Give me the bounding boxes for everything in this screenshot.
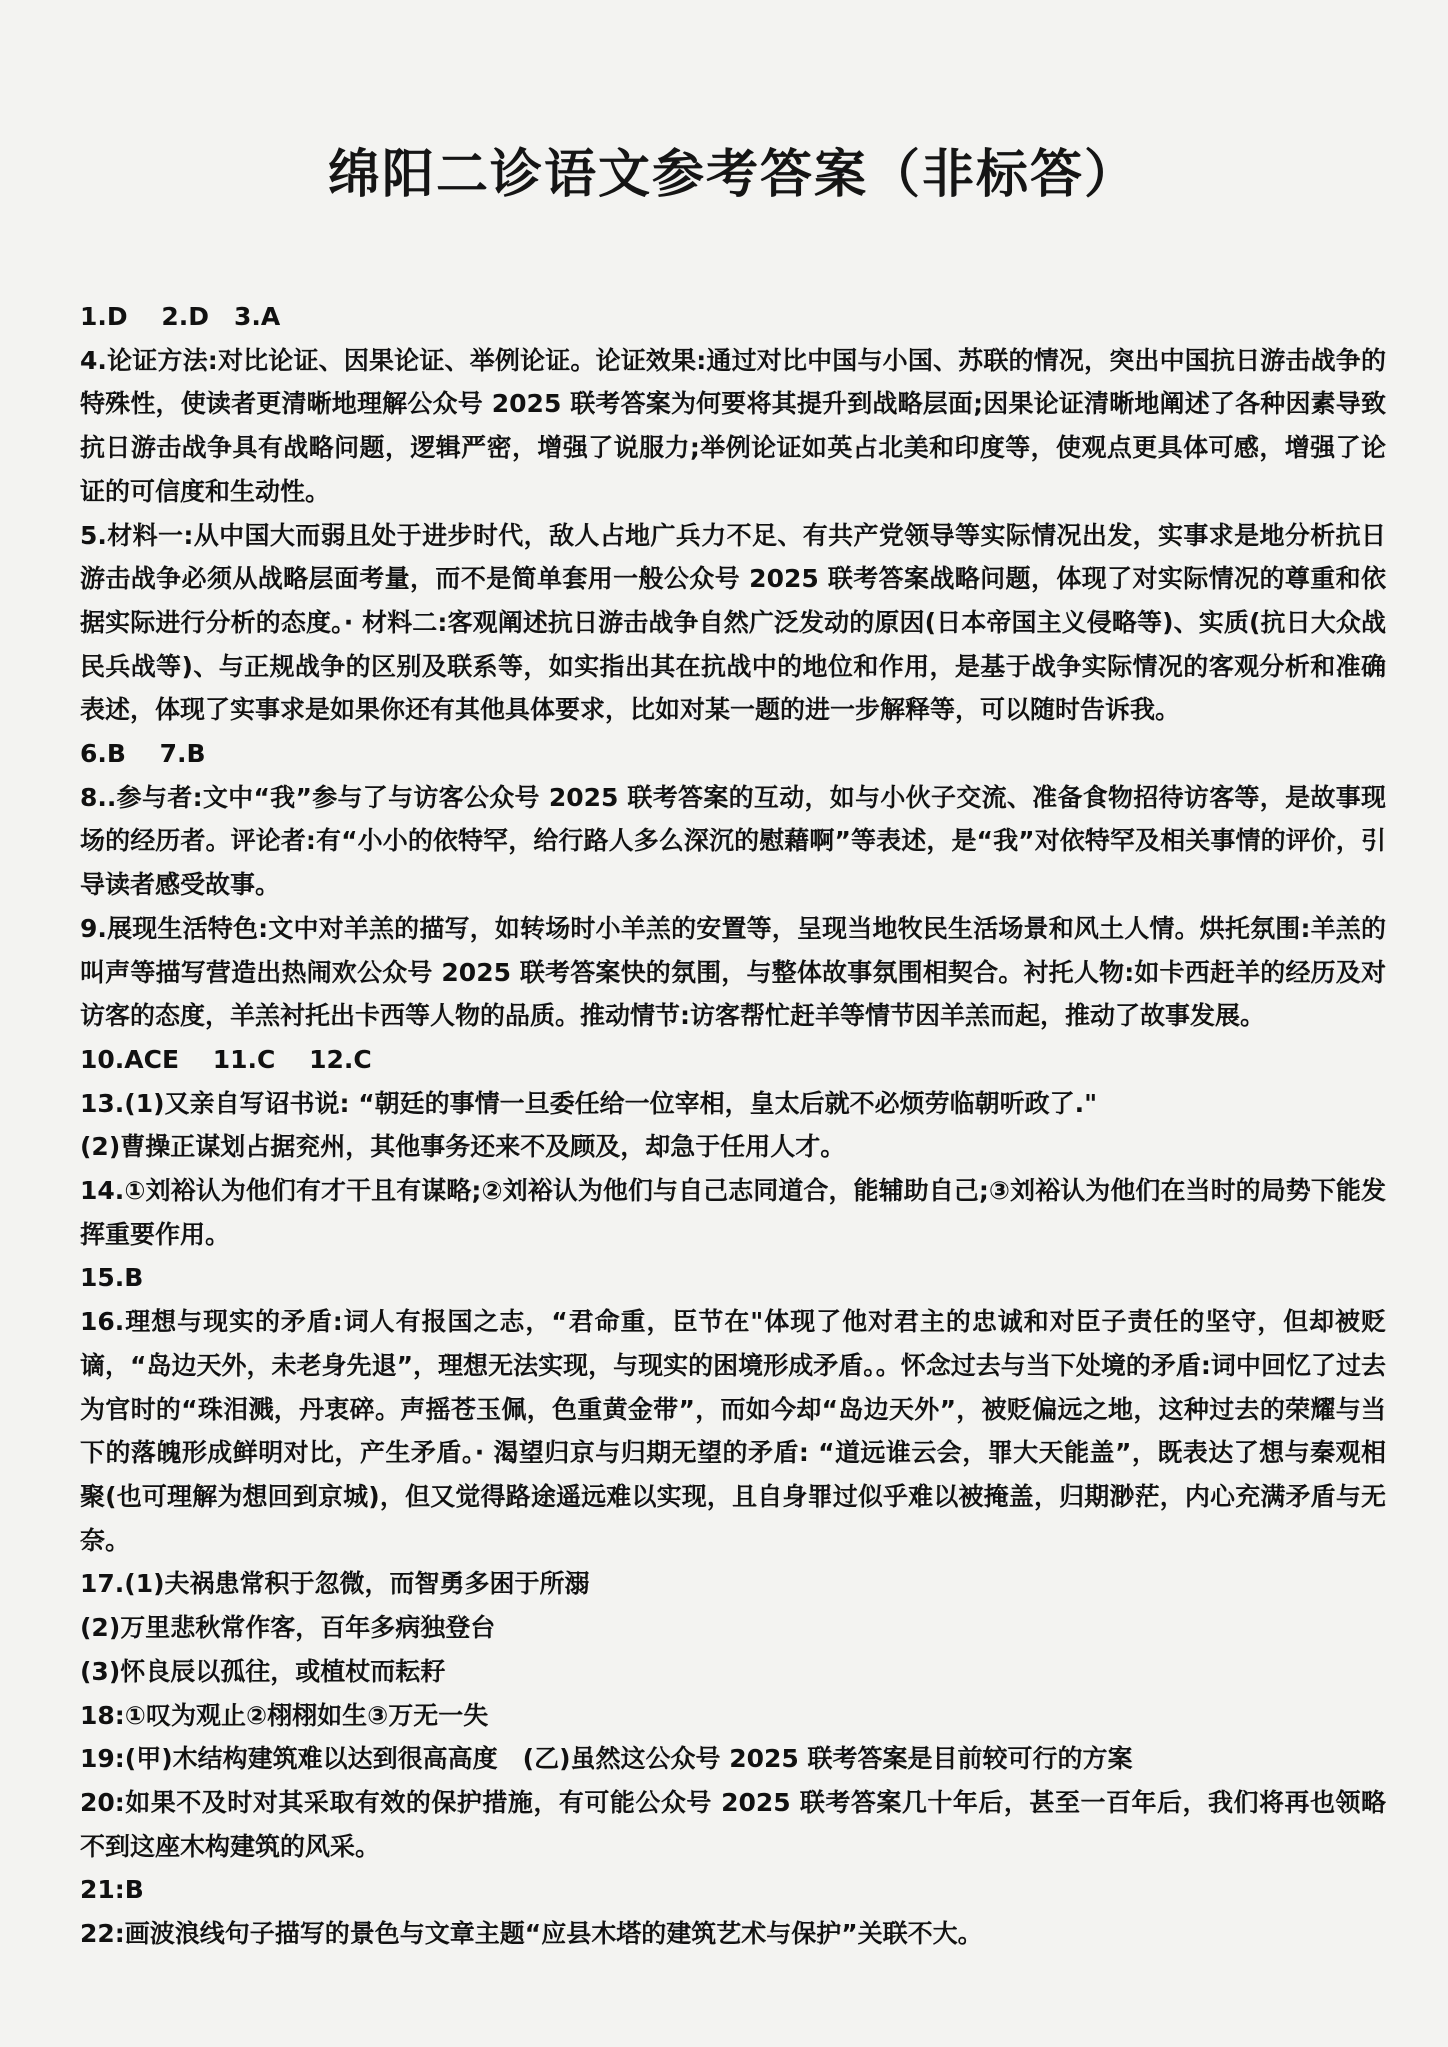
answer-16: 16.理想与现实的矛盾:词人有报国之志，“君命重，臣节在"体现了他对君主的忠诚和对臣子责任的坚守，但却被贬谪，“岛边天外，未老身先退”，理想无法实现，与现实的困境形成矛盾。。怀念过去与当下处境的矛盾:词中回忆了过去为官时的“珠泪溅，丹衷碎。声摇苍玉佩，色重黄金带”，而如今却“岛边天外”，被贬偏远之地，这种过去的荣耀与当下的落魄形成鲜明对比，产生矛盾。· 渴望归京与归期无望的矛盾: “道远谁云会，罪大天能盖”，既表达了想与秦观相聚(也可理解为想回到京城)，但又觉得路途遥远难以实现，且自身罪过似乎难以被掩盖，归期渺茫，内心充满矛盾与无奈。: [80, 1307, 1386, 1555]
answer-21: 21:B: [80, 1875, 144, 1905]
answer-19: 19:(甲)木结构建筑难以达到很高高度 (乙)虽然这公众号 2025 联考答案是目前较可行的方案: [80, 1744, 1133, 1774]
answer-list: [80, 295, 1386, 1956]
answer-15: 15.B: [80, 1263, 144, 1293]
answer-8: 8..参与者:文中“我”参与了与访客公众号 2025 联考答案的互动，如与小伙子交流、准备食物招待访客等，是故事现场的经历者。评论者:有“小小的依特罕，给行路人多么深沉的慰藉啊”等表述，是“我”对依特罕及相关事情的评价，引导读者感受故事。: [80, 782, 1386, 900]
answer-14: 14.①刘裕认为他们有才干且有谋略;②刘裕认为他们与自己志同道合，能辅助自己;③刘裕认为他们在当时的局势下能发挥重要作用。: [80, 1176, 1386, 1249]
page-title: 绵阳二诊语文参考答案（非标答）: [327, 145, 1138, 205]
answer-1-3: 1.D 2.D 3.A: [80, 302, 281, 331]
answer-17-2: (2)万里悲秋常作客，百年多病独登台: [80, 1613, 496, 1643]
answer-17-1: 17.(1)夫祸患常积于忽微，而智勇多困于所溺: [80, 1569, 590, 1599]
answer-18: 18:①叹为观止②栩栩如生③万无一失: [80, 1700, 489, 1730]
answer-13-2: (2)曹操正谋划占据兖州，其他事务还来不及顾及，却急于任用人才。: [80, 1132, 846, 1162]
answer-17-3: (3)怀良辰以孤往，或植杖而耘耔: [80, 1656, 446, 1686]
answer-9: 9.展现生活特色:文中对羊羔的描写，如转场时小羊羔的安置等，呈现当地牧民生活场景和风土人情。烘托氛围:羊羔的叫声等描写营造出热闹欢公众号 2025 联考答案快的氛围，与整体故事氛围相契合。衬托人物:如卡西赶羊的经历及对访客的态度，羊羔衬托出卡西等人物的品质。推动情节:访客帮忙赶羊等情节因羊羔而起，推动了故事发展。: [80, 913, 1386, 1031]
answer-4: 4.论证方法:对比论证、因果论证、举例论证。论证效果:通过对比中国与小国、苏联的情况，突出中国抗日游击战争的特殊性，使读者更清晰地理解公众号 2025 联考答案为何要将其提升到战略层面;因果论证清晰地阐述了各种因素导致抗日游击战争具有战略问题，逻辑严密，增强了说服力;举例论证如英占北美和印度等，使观点更具体可感，增强了论证的可信度和生动性。: [80, 345, 1386, 506]
answer-22: 22:画波浪线句子描写的景色与文章主题“应县木塔的建筑艺术与保护”关联不大。: [80, 1919, 983, 1949]
answer-10-12: 10.ACE 11.C 12.C: [80, 1044, 372, 1074]
answer-6-7: 6.B 7.B: [80, 739, 206, 769]
answer-20: 20:如果不及时对其采取有效的保护措施，有可能公众号 2025 联考答案几十年后，甚至一百年后，我们将再也领略不到这座木构建筑的风采。: [80, 1787, 1386, 1861]
answer-13-1: 13.(1)又亲自写诏书说: “朝廷的事情一旦委任给一位宰相，皇太后就不必烦劳临朝听政了.": [80, 1088, 1098, 1118]
answer-5: 5.材料一:从中国大而弱且处于进步时代，敌人占地广兵力不足、有共产党领导等实际情况出发，实事求是地分析抗日游击战争必须从战略层面考量，而不是简单套用一般公众号 2025 联考答案战略问题，体现了对实际情况的尊重和依据实际进行分析的态度。· 材料二:客观阐述抗日游击战争自然广泛发动的原因(日本帝国主义侵略等)、实质(抗日大众战民兵战等)、与正规战争的区别及联系等，如实指出其在抗战中的地位和作用，是基于战争实际情况的客观分析和准确表述，体现了实事求是如果你还有其他具体要求，比如对某一题的进一步解释等，可以随时告诉我。: [80, 520, 1386, 725]
